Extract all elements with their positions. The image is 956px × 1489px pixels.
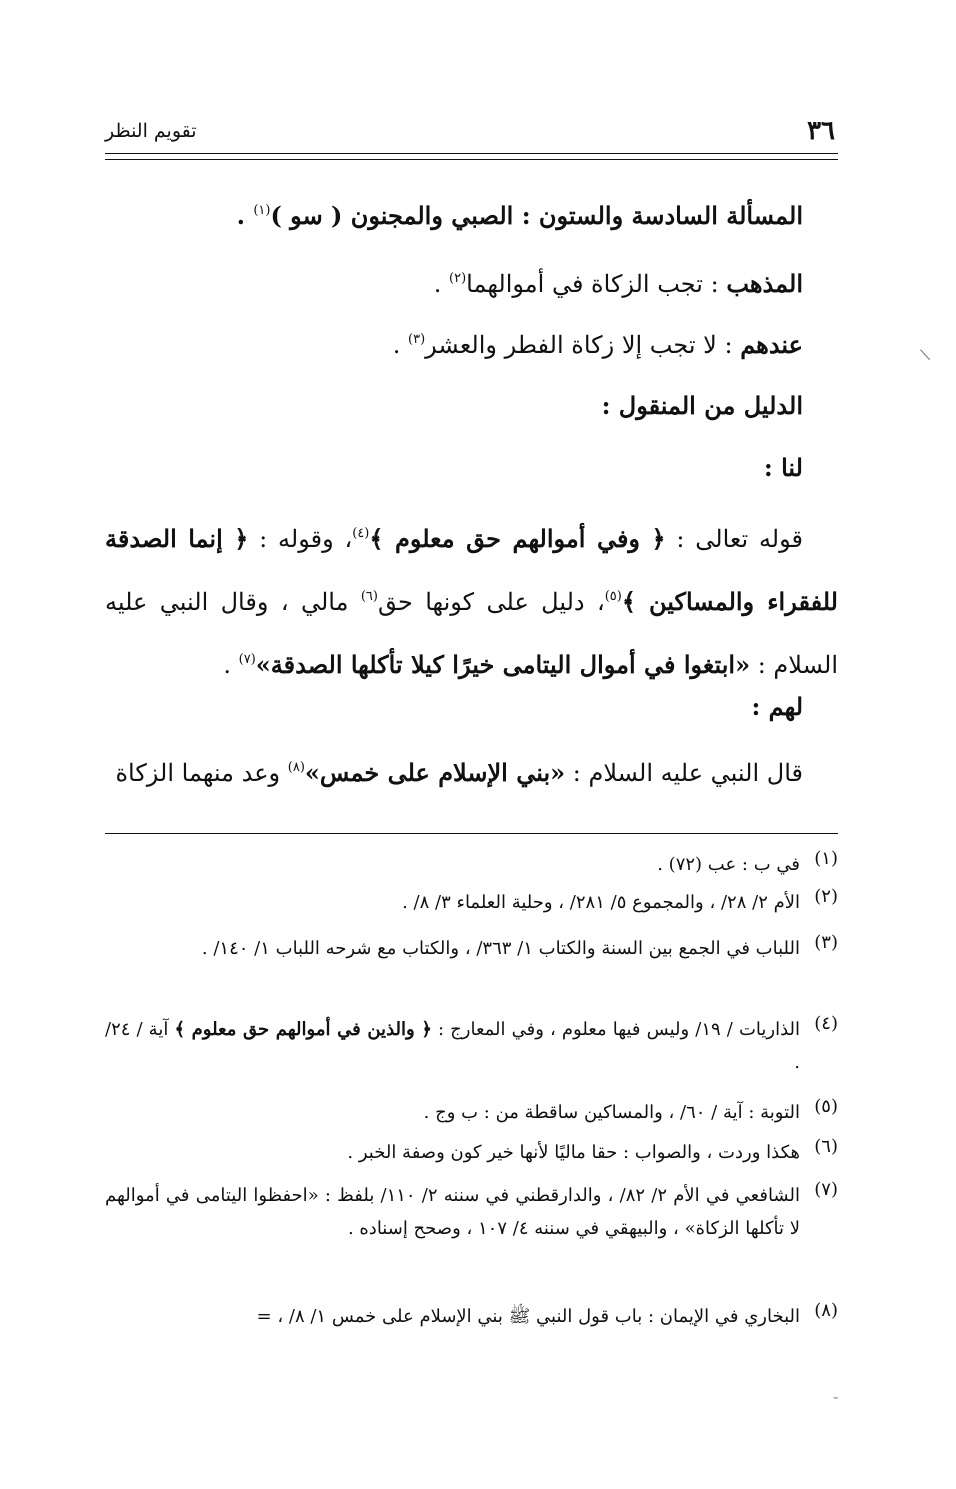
footnote-number: (٦)	[814, 1136, 838, 1157]
footnote-7	[105, 1179, 838, 1245]
footnote-text: البخاري في الإيمان : باب قول النبي ﷺ بني الإسلام على خمس ١/ ٨/ ، =	[256, 1306, 800, 1327]
indahum-line: عندهم : لا تجب إلا زكاة الفطر والعشر$^{(٣)}$ .	[392, 330, 803, 359]
quran-quote: ﴿ والذين في أموالهم حق معلوم ﴾	[174, 1019, 432, 1040]
footnote-number: (٧)	[814, 1179, 838, 1200]
footnote-8	[105, 1300, 838, 1333]
footnote-text: في ب : عب (٧٢) .	[657, 854, 800, 875]
scan-mark: -	[833, 1387, 839, 1406]
header-rule-bottom	[105, 159, 838, 160]
footnote-text: الشافعي في الأم ٢/ ٨٢/ ، والدارقطني في سننه ٢/ ١١٠/ بلفظ : «احفظوا اليتامى في أموالهم لا تأكلها الزكاة» ، والبيهقي في سننه ٤/ ١٠٧ ، وصحح إسناده .	[105, 1185, 800, 1239]
lana-paragraph: قوله تعالى : ﴿ وفي أموالهم حق معلوم ﴾$^{(٤)}$، وقوله : ﴿ إنما الصدقة للفقراء والمساكين ﴾$^{(٥)}$، دليل على كونها حق$^{(٦)}$ مالي ، وقال النبي عليه السلام : «ابتغوا في أموال اليتامى خيرًا كيلا تأكلها الصدقة»$^{(٧)}$ .	[105, 524, 838, 679]
footnote-ref: (٥)	[604, 589, 622, 604]
lahum-heading: لهم :	[751, 692, 803, 721]
footnote-text: اللباب في الجمع بين السنة والكتاب ١/ ٣٦٣/ ، والكتاب مع شرحه اللباب ١/ ١٤٠/ .	[201, 938, 800, 959]
hadith-quote: «ابتغوا في أموال اليتامى خيرًا كيلا تأكلها الصدقة»	[255, 650, 751, 679]
footnote-5	[105, 1096, 838, 1129]
page-number: ٣٦	[807, 116, 835, 146]
madhhab-line: المذهب : تجب الزكاة في أموالهما$^{(٢)}$ .	[433, 269, 803, 298]
footnote-text: التوبة : آية / ٦٠/ ، والمساكين ساقطة من : ب وج .	[423, 1102, 800, 1123]
page-header	[105, 116, 835, 150]
footnote-number: (١)	[814, 848, 838, 869]
quran-quote: ﴿ إنما الصدقة للفقراء والمساكين ﴾	[105, 524, 838, 616]
footnote-ref: (٦)	[360, 589, 378, 604]
indahum-label: عندهم	[740, 330, 803, 359]
footnote-2	[105, 886, 838, 919]
footnote-ref: (٢)	[449, 271, 467, 286]
evidence-heading: الدليل من المنقول :	[601, 391, 803, 420]
footnote-3	[105, 932, 838, 965]
footnote-ref: (٤)	[352, 526, 370, 541]
footnote-ref: (٨)	[287, 760, 305, 775]
quran-quote: ﴿ وفي أموالهم حق معلوم ﴾	[369, 524, 666, 553]
footnote-number: (٨)	[814, 1300, 838, 1321]
running-title: تقويم النظر	[105, 120, 197, 142]
footnote-number: (٥)	[814, 1096, 838, 1117]
hadith-quote: «بني الإسلام على خمس»	[304, 758, 566, 787]
footnote-separator	[105, 833, 838, 834]
footnote-number: (٣)	[814, 932, 838, 953]
lahum-line: قال النبي عليه السلام : «بني الإسلام على خمس»$^{(٨)}$ وعد منهما الزكاة	[115, 758, 803, 787]
footnote-number: (٢)	[814, 886, 838, 907]
footnote-6	[105, 1136, 838, 1169]
footnote-ref: (٣)	[408, 332, 426, 347]
footnote-number: (٤)	[814, 1013, 838, 1034]
madhhab-label: المذهب	[726, 269, 803, 298]
scan-mark: /	[915, 347, 935, 362]
lana-heading: لنا :	[763, 453, 803, 482]
footnote-ref: (١)	[253, 203, 271, 218]
footnote-ref: (٧)	[238, 652, 256, 667]
footnote-text: الذاريات / ١٩/ وليس فيها معلوم ، وفي المعارج : ﴿ والذين في أموالهم حق معلوم ﴾ آية / ٢٤/ .	[105, 1019, 801, 1073]
header-rule-top	[105, 153, 838, 154]
footnote-text: الأم ٢/ ٢٨/ ، والمجموع ٥/ ٢٨١/ ، وحلية العلماء ٣/ ٨/ .	[402, 892, 800, 913]
issue-title: المسألة السادسة والستون : الصبي والمجنون ( سو )$^{(١)}$ .	[236, 201, 803, 230]
footnote-4	[105, 1013, 838, 1079]
footnote-text: هكذا وردت ، والصواب : حقا ماليًا لأنها خير كون وصفة الخبر .	[347, 1142, 800, 1163]
footnote-1	[105, 848, 838, 881]
